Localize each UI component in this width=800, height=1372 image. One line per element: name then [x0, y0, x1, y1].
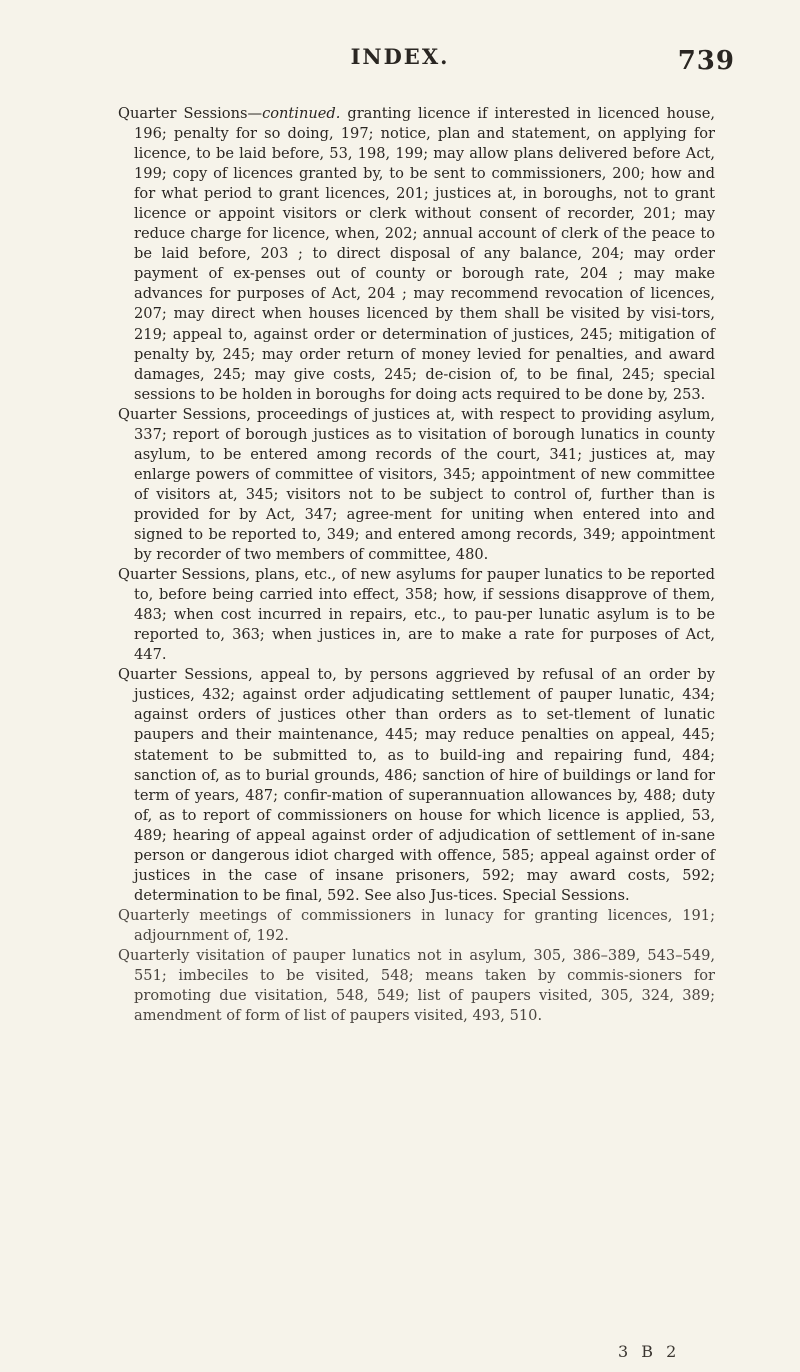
entry-text: of pauper lunatics not in asylum, 305, 386–389, 543–549, 551; imbeciles to be visited, 548; means taken by commis-sioners for promoting due visitation, 548, 549; list of paupers visited, 305, 324, 389; amendment of form of list of paupers visited, 493, 510.: [134, 946, 716, 1025]
index-entry: [118, 565, 715, 665]
page-title: INDEX.: [350, 44, 450, 69]
signature-mark: 3 B 2: [618, 1342, 681, 1361]
running-head: [0, 44, 800, 84]
entry-text: plans, etc., of new asylums for pauper lunatics to be reported to, before being carried into effect, 358; how, if sessions disapprove of them, 483; when cost incurred in repairs, etc., to pau-per lunatic asylum is to be reported to, 363; when justices in, are to make a rate for purposes of Act, 447.: [134, 566, 716, 664]
entry-heading: Quarter Sessions,: [118, 666, 261, 684]
entry-text: granting licence if interested in licenced house, 196; penalty for so doing, 197; notice, plan and statement, on applying for licence, to be laid before, 53, 198, 199; may allow plans delivered before Act, 199; copy of licences granted by, to be sent to commissioners, 200; how and for what period to grant licences, 201; justices at, in boroughs, not to grant licence or appoint visitors or clerk without consent of recorder, 201; may reduce charge for licence, when, 202; annual account of clerk of the peace to be laid before, 203 ; to direct disposal of any balance, 204; may order payment of ex-penses out of county or borough rate, 204 ; may make advances for purposes of Act, 204 ; may recommend revocation of licences, 207; may direct when houses licenced by them shall be visited by visi-tors, 219; appeal to, against order or determination of justices, 245; mitigation of penalty by, 245; may order return of money levied for penalties, and award damages, 245; may give costs, 245; de-cision of, to be final, 245; special sessions to be holden in boroughs for doing acts required to be done by, 253.: [134, 105, 715, 403]
page-number: 739: [677, 46, 735, 76]
entry-heading: Quarter Sessions,: [118, 566, 256, 584]
entry-heading: Quarter Sessions,: [118, 405, 258, 423]
entry-heading: Quarter Sessions—: [118, 105, 263, 122]
index-entries: [118, 104, 715, 1026]
index-entry: [118, 665, 715, 906]
entry-text: appeal to, by persons aggrieved by refusal of an order by justices, 432; against order adjudicating settlement of pauper lunatic, 434; against orders of justices other than orders as to set-tlement of lunatic paupers and their maintenance, 445; may reduce penalties on appeal, 445; statement to be submitted to, as to build-ing and repairing fund, 484; sanction of, as to burial grounds, 486; sanction of hire of buildings or land for term of years, 487; confir-mation of superannuation allowances by, 488; duty of, as to report of commissioners on house for which licence is applied, 53, 489; hearing of appeal against order of adjudication of settlement of in-sane person or dangerous idiot charged with offence, 585; appeal against order of justices in the case of insane prisoners, 592; may award costs, 592; determination to be final, 592. See also Jus-tices. Special Sessions.: [134, 666, 715, 904]
index-entry: [118, 405, 715, 565]
entry-heading: Quarterly visitation: [118, 946, 272, 964]
index-entry: [118, 104, 715, 405]
index-entry: [118, 906, 715, 946]
index-entry: [118, 946, 715, 1026]
entry-text: proceedings of justices at, with respect to providing asylum, 337; report of borough justices as to visitation of borough lunatics in county asylum, to be entered among records of the court, 341; justices at, may enlarge powers of committee of visitors, 345; appointment of new committee of visitors at, 345; visitors not to be subject to control of, further than is provided for by Act, 347; agree-ment for uniting when entered into and signed to be reported to, 349; and entered among records, 349; appointment by recorder of two members of committee, 480.: [134, 405, 715, 564]
continued-mark: continued.: [262, 105, 341, 122]
entry-text: of commissioners in lunacy for granting licences, 191; adjournment of, 192.: [134, 906, 716, 944]
entry-heading: Quarterly meetings: [118, 906, 277, 924]
